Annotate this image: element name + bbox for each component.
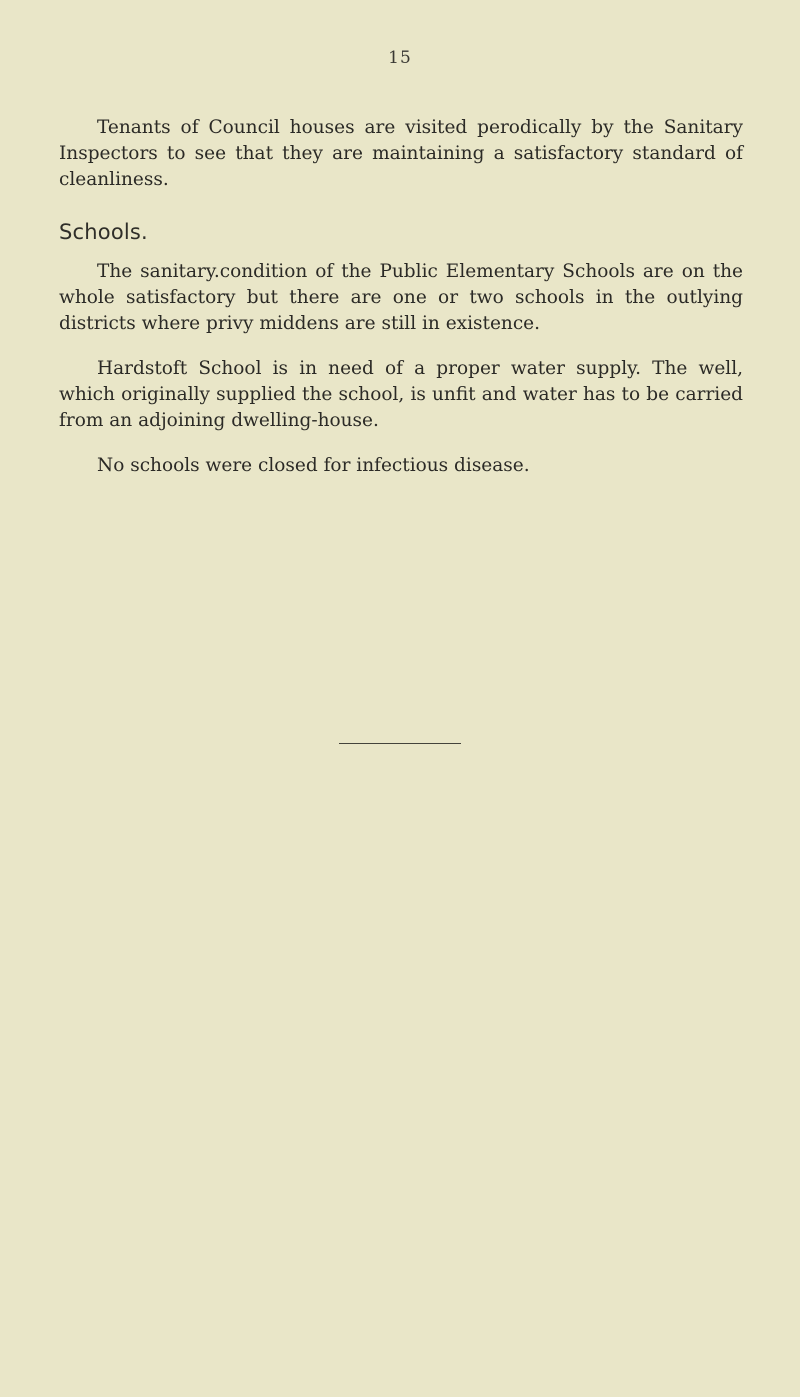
page-content — [59, 115, 743, 479]
sanitary-condition-paragraph: The sanitary.condition of the Public Elementary Schools are on the whole satisfactory but there are one or two schools in the outlying districts where privy middens are still in existence. — [59, 261, 743, 334]
section-end-rule — [339, 743, 461, 744]
page-number: 15 — [388, 48, 412, 68]
schools-heading: Schools. — [59, 220, 148, 244]
hardstoft-school-paragraph: Hardstoft School is in need of a proper water supply. The well, which originally supplied the school, is unfit and water has to be carried from an adjoining dwelling-house. — [59, 358, 743, 431]
closures-paragraph: No schools were closed for infectious disease. — [97, 455, 530, 476]
council-houses-paragraph: Tenants of Council houses are visited perodically by the Sanitary Inspectors to see that they are maintaining a satisfactory standard of cleanliness. — [59, 117, 743, 190]
